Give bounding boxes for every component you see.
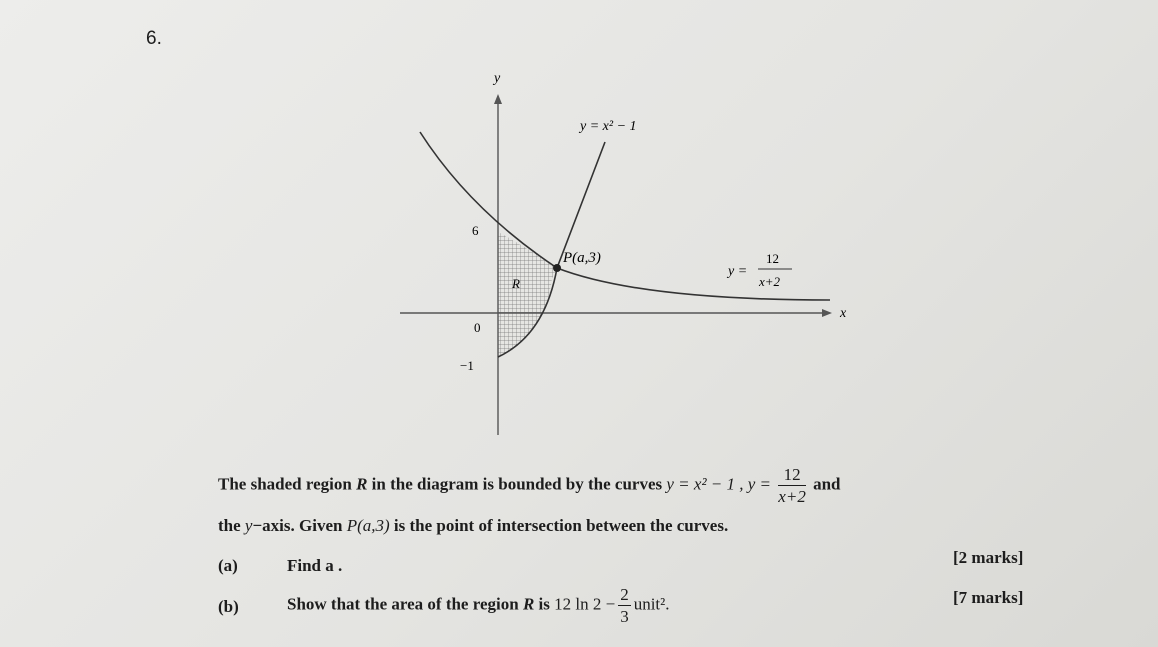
statement-text-1: The shaded region [218, 474, 352, 494]
statement-curve2-fraction [778, 466, 806, 505]
point-label: P(a,3) [563, 250, 601, 266]
statement-curve1: y = x² − 1 , [666, 474, 744, 494]
statement-axis-text: −axis. Given [252, 516, 343, 535]
y-axis-arrow [494, 94, 502, 104]
part-b-text [287, 586, 670, 625]
part-b-expr-end: unit². [633, 594, 670, 614]
part-a-label: (a) [218, 556, 238, 575]
statement-line-2 [218, 516, 728, 536]
x-axis-arrow [822, 309, 832, 317]
curve1-label: y = x² − 1 [580, 119, 637, 134]
statement-end: is the point of intersection between the curves. [393, 516, 729, 535]
part-a-marks: [2 marks] [953, 548, 1024, 567]
region-label: R [512, 276, 520, 291]
curve2-label-numerator: 12 [766, 251, 779, 266]
statement-region-var: R [356, 474, 368, 494]
question-number: 6. [146, 28, 162, 49]
x-axis-label: x [840, 306, 847, 321]
part-b-text-start: Show that the area of the region [287, 594, 519, 614]
statement-text-2: in the diagram is bounded by the curves [371, 474, 663, 494]
part-b-expr-start: 12 ln 2 − [554, 594, 616, 614]
point-p [553, 264, 561, 272]
statement-curve2-prefix: y = [747, 474, 772, 494]
tick-6-label: 6 [472, 223, 479, 238]
y-axis-label: y [494, 71, 501, 86]
part-b-frac-num: 2 [620, 585, 629, 604]
statement-the: the [218, 516, 241, 535]
statement-curve2-denominator: x+2 [778, 487, 806, 506]
curve2-label-denominator: x+2 [759, 274, 781, 289]
statement-point: P(a,3) [346, 516, 390, 535]
graph-diagram [380, 60, 880, 445]
part-b-is: is [538, 594, 550, 614]
statement-and: and [813, 474, 841, 494]
part-a-text: Find a . [287, 556, 343, 575]
part-b-frac-den: 3 [620, 607, 629, 626]
part-b-fraction [618, 586, 631, 625]
part-b-marks: [7 marks] [953, 588, 1024, 607]
curve2-label-prefix: y = [728, 264, 748, 279]
origin-label: 0 [474, 320, 481, 335]
part-b-label: (b) [218, 597, 239, 616]
statement-y-var: y [244, 516, 253, 535]
statement-line-1 [218, 466, 841, 505]
part-b-region-var: R [522, 594, 535, 614]
statement-curve2-numerator: 12 [778, 466, 806, 486]
tick-neg1-label: −1 [460, 358, 474, 373]
shaded-region-r [498, 232, 557, 357]
